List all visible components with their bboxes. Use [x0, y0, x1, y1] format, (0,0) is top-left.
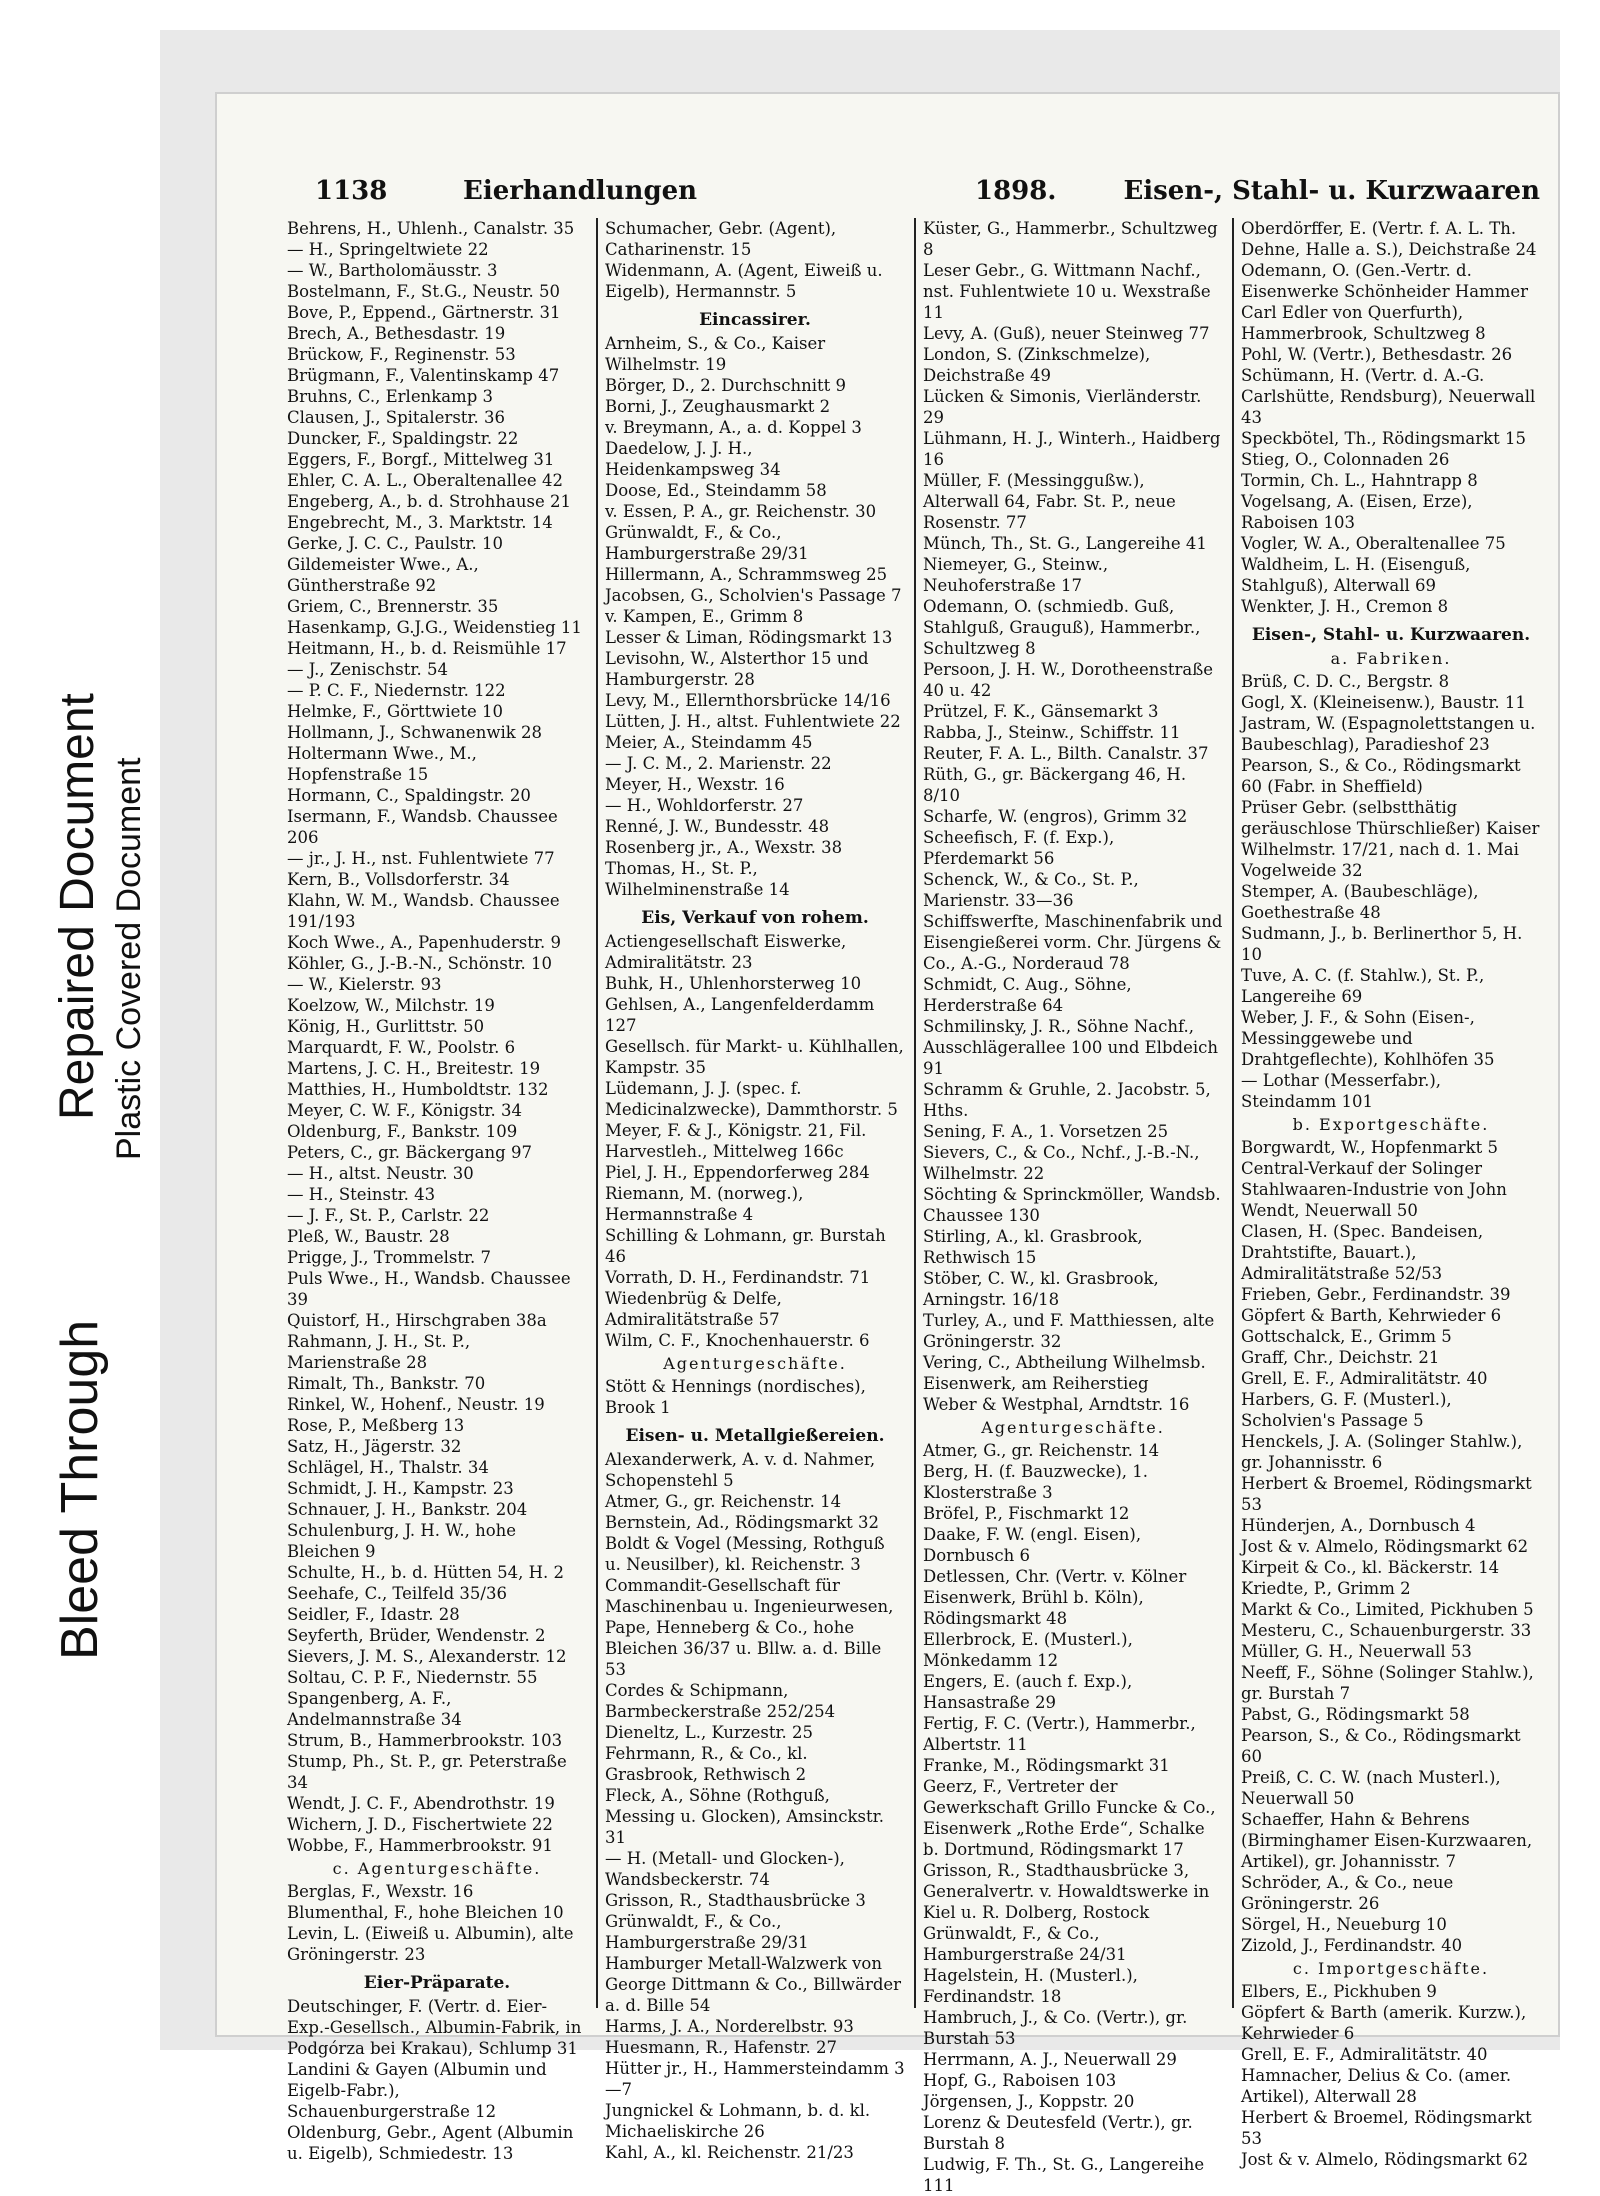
directory-entry: Dieneltz, L., Kurzestr. 25	[605, 1723, 814, 1742]
directory-entry: Vogelsang, A. (Eisen, Erze), Raboisen 103	[1241, 492, 1473, 532]
directory-entry: Tuve, A. C. (f. Stahlw.), St. P., Langereihe 69	[1241, 966, 1485, 1006]
directory-entry: Pearson, S., & Co., Rödingsmarkt 60 (Fabr. in Sheffield)	[1241, 756, 1521, 796]
directory-entry: Engeberg, A., b. d. Strohhause 21	[287, 492, 571, 511]
directory-entry: Schumacher, Gebr. (Agent), Catharinenstr. 15	[605, 219, 837, 259]
directory-entry: Jost & v. Almelo, Rödingsmarkt 62	[1241, 2150, 1529, 2169]
directory-entry: Schulte, H., b. d. Hütten 54, H. 2	[287, 1563, 564, 1582]
directory-entry: Stump, Ph., St. P., gr. Peterstraße 34	[287, 1752, 567, 1792]
directory-entry: Klahn, W. M., Wandsb. Chaussee 191/193	[287, 891, 560, 931]
directory-entry: v. Breymann, A., a. d. Koppel 3	[605, 418, 862, 437]
directory-entry: Jungnickel & Lohmann, b. d. kl. Michaeliskirche 26	[605, 2101, 871, 2141]
directory-entry: Sievers, J. M. S., Alexanderstr. 12	[287, 1647, 567, 1666]
directory-entry: Wilm, C. F., Knochenhauerstr. 6	[605, 1331, 870, 1350]
directory-entry: Oberdörffer, E. (Vertr. f. A. L. Th. Dehne, Halle a. S.), Deichstraße 24	[1241, 219, 1537, 259]
section-heading: Eisen- u. Metallgießereien.	[625, 1426, 885, 1446]
directory-entry: Prüser Gebr. (selbstthätig geräuschlose Thürschließer) Kaiser Wilhelmstr. 17/21, nach d. 1. Mai Vogelweide 32	[1241, 798, 1540, 880]
directory-entry: Jastram, W. (Espagnolettstangen u. Baubeschlag), Paradieshof 23	[1241, 714, 1536, 754]
directory-entry: Börger, D., 2. Durchschnitt 9	[605, 376, 847, 395]
directory-entry: Waldheim, L. H. (Eisenguß, Stahlguß), Alterwall 69	[1241, 555, 1471, 595]
entry-list	[287, 1881, 587, 1965]
directory-entry: Blumenthal, F., hohe Bleichen 10	[287, 1903, 564, 1922]
directory-entry: Sievers, C., & Co., Nchf., J.-B.-N., Wilhelmstr. 22	[923, 1143, 1200, 1183]
directory-entry: Herbert & Broemel, Rödingsmarkt 53	[1241, 1474, 1532, 1514]
directory-entry: Schramm & Gruhle, 2. Jacobstr. 5, Hths.	[923, 1080, 1211, 1120]
directory-entry: Brech, A., Bethesdastr. 19	[287, 324, 506, 343]
section-heading: Eis, Verkauf von rohem.	[641, 908, 869, 928]
directory-entry: Hütter jr., H., Hammersteindamm 3—7	[605, 2059, 905, 2099]
directory-entry: Leser Gebr., G. Wittmann Nachf., nst. Fuhlentwiete 10 u. Wexstraße 11	[923, 261, 1211, 322]
directory-entry: Griem, C., Brennerstr. 35	[287, 597, 499, 616]
directory-entry: Cordes & Schipmann, Barmbeckerstraße 252/254	[605, 1681, 836, 1721]
directory-entry: Bernstein, Ad., Rödingsmarkt 32	[605, 1513, 879, 1532]
directory-entry: Weber & Westphal, Arndtstr. 16	[923, 1395, 1190, 1414]
directory-entry: Herrmann, A. J., Neuerwall 29	[923, 2050, 1177, 2069]
directory-entry: Lesser & Liman, Rödingsmarkt 13	[605, 628, 893, 647]
directory-entry: Fertig, F. C. (Vertr.), Hammerbr., Albertstr. 11	[923, 1714, 1196, 1754]
directory-entry: Grell, E. F., Admiralitätstr. 40	[1241, 2045, 1488, 2064]
entry-list	[1241, 1981, 1541, 2170]
directory-entry: Meier, A., Steindamm 45	[605, 733, 813, 752]
directory-entry: Mesteru, C., Schauenburgerstr. 33	[1241, 1621, 1532, 1640]
directory-entry: Buhk, H., Uhlenhorsterweg 10	[605, 974, 862, 993]
directory-entry: Peters, C., gr. Bäckergang 97	[287, 1143, 532, 1162]
directory-entry: Henckels, J. A. (Solinger Stahlw.), gr. Johannisstr. 6	[1241, 1432, 1523, 1472]
directory-entry: v. Essen, P. A., gr. Reichenstr. 30	[605, 502, 877, 521]
directory-entry: Markt & Co., Limited, Pickhuben 5	[1241, 1600, 1534, 1619]
directory-entry: Wiedenbrüg & Delfe, Admiralitätstraße 57	[605, 1289, 782, 1329]
directory-entry: Widenmann, A. (Agent, Eiweiß u. Eigelb), Hermannstr. 5	[605, 261, 883, 301]
directory-entry: Koch Wwe., A., Papenhuderstr. 9	[287, 933, 561, 952]
directory-entry: Behrens, H., Uhlenh., Canalstr. 35	[287, 219, 575, 238]
directory-entry: Odemann, O. (Gen.-Vertr. d. Eisenwerke Schönheider Hammer Carl Edler von Querfurth), Hammerbrook, Schultzweg 8	[1241, 261, 1528, 343]
directory-entry: Gerke, J. C. C., Paulstr. 10	[287, 534, 503, 553]
section-subheading: Agenturgeschäfte.	[663, 1354, 847, 1373]
directory-entry: Landini & Gayen (Albumin und Eigelb-Fabr.), Schauenburgerstraße 12	[287, 2060, 547, 2121]
directory-entry: Odemann, O. (schmiedb. Guß, Stahlguß, Grauguß), Hammerbr., Schultzweg 8	[923, 597, 1201, 658]
directory-entry: Thomas, H., St. P., Wilhelminenstraße 14	[605, 859, 790, 899]
directory-entry: Schröder, A., & Co., neue Gröningerstr. 26	[1241, 1873, 1454, 1913]
repaired-document-label: Repaired Document	[51, 693, 104, 1120]
directory-entry: Clasen, H. (Spec. Bandeisen, Drahtstifte, Bauart.), Admiralitätstraße 52/53	[1241, 1222, 1484, 1283]
directory-entry: Prigge, J., Trommelstr. 7	[287, 1248, 492, 1267]
directory-entry: Pabst, G., Rödingsmarkt 58	[1241, 1705, 1470, 1724]
bleed-through-label: Bleed Through	[51, 1319, 109, 1660]
directory-entry: Jörgensen, J., Koppstr. 20	[923, 2092, 1135, 2111]
directory-entry: Gildemeister Wwe., A., Güntherstraße 92	[287, 555, 479, 595]
directory-entry: Rose, P., Meßberg 13	[287, 1416, 465, 1435]
directory-entry: Harms, J. A., Norderelbstr. 93	[605, 2017, 854, 2036]
directory-entry: Sörgel, H., Neueburg 10	[1241, 1915, 1447, 1934]
directory-entry: Renné, J. W., Bundesstr. 48	[605, 817, 830, 836]
directory-entry: Jacobsen, G., Scholvien's Passage 7	[605, 586, 902, 605]
directory-entry: Hollmann, J., Schwanenwik 28	[287, 723, 542, 742]
directory-entry: Hamnacher, Delius & Co. (amer. Artikel), Alterwall 28	[1241, 2066, 1512, 2106]
directory-entry: Wenkter, J. H., Cremon 8	[1241, 597, 1449, 616]
directory-entry: Duncker, F., Spaldingstr. 22	[287, 429, 519, 448]
directory-entry: Meyer, H., Wexstr. 16	[605, 775, 785, 794]
directory-entry: — H., Wohldorferstr. 27	[605, 796, 804, 815]
directory-entry: Sudmann, J., b. Berlinerthor 5, H. 10	[1241, 924, 1523, 964]
directory-entry: Wobbe, F., Hammerbrookstr. 91	[287, 1836, 553, 1855]
directory-entry: Hopf, G., Raboisen 103	[923, 2071, 1117, 2090]
directory-entry: Kriedte, P., Grimm 2	[1241, 1579, 1411, 1598]
directory-entry: Brückow, F., Reginenstr. 53	[287, 345, 516, 364]
directory-entry: Stöber, C. W., kl. Grasbrook, Arningstr. 16/18	[923, 1269, 1159, 1309]
directory-entry: Hasenkamp, G.J.G., Weidenstieg 11	[287, 618, 582, 637]
directory-entry: Marquardt, F. W., Poolstr. 6	[287, 1038, 516, 1057]
directory-entry: Piel, J. H., Eppendorferweg 284	[605, 1163, 870, 1182]
directory-entry: Quistorf, H., Hirschgraben 38a	[287, 1311, 547, 1330]
directory-entry: Borgwardt, W., Hopfenmarkt 5	[1241, 1138, 1498, 1157]
directory-entry: Pleß, W., Baustr. 28	[287, 1227, 450, 1246]
directory-entry: Pearson, S., & Co., Rödingsmarkt 60	[1241, 1726, 1521, 1766]
directory-entry: Wichern, J. D., Fischertwiete 22	[287, 1815, 553, 1834]
directory-entry: Strum, B., Hammerbrookstr. 103	[287, 1731, 563, 1750]
directory-entry: Grisson, R., Stadthausbrücke 3	[605, 1891, 866, 1910]
directory-entry: London, S. (Zinkschmelze), Deichstraße 49	[923, 345, 1151, 385]
directory-entry: Grünwaldt, F., & Co., Hamburgerstraße 29/31	[605, 1912, 809, 1952]
entry-list	[923, 218, 1223, 1415]
directory-entry: — J. C. M., 2. Marienstr. 22	[605, 754, 832, 773]
directory-entry: Preiß, C. C. W. (nach Musterl.), Neuerwall 50	[1241, 1768, 1501, 1808]
directory-entry: Hormann, C., Spaldingstr. 20	[287, 786, 531, 805]
left-running-title: Eierhandlungen	[463, 176, 698, 206]
directory-entry: Atmer, G., gr. Reichenstr. 14	[923, 1441, 1160, 1460]
directory-entry: Schilling & Lohmann, gr. Burstah 46	[605, 1226, 886, 1266]
directory-entry: Levin, L. (Eiweiß u. Albumin), alte Gröningerstr. 23	[287, 1924, 574, 1964]
directory-entry: — W., Bartholomäusstr. 3	[287, 261, 498, 280]
directory-entry: Rimalt, Th., Bankstr. 70	[287, 1374, 486, 1393]
section-subheading: Agenturgeschäfte.	[981, 1418, 1165, 1437]
directory-entry: Isermann, F., Wandsb. Chaussee 206	[287, 807, 558, 847]
section-heading: Eincassirer.	[699, 310, 811, 330]
directory-entry: Prützel, F. K., Gänsemarkt 3	[923, 702, 1159, 721]
directory-entry: Helmke, F., Görttwiete 10	[287, 702, 504, 721]
directory-entry: — Lothar (Messerfabr.), Steindamm 101	[1241, 1071, 1442, 1111]
section-subheading: c. Importgeschäfte.	[1292, 1959, 1490, 1978]
directory-entry: Meyer, F. & J., Königstr. 21, Fil. Harvestleh., Mittelweg 166c	[605, 1121, 867, 1161]
directory-entry: Münch, Th., St. G., Langereihe 41	[923, 534, 1207, 553]
directory-entry: Lücken & Simonis, Vierländerstr. 29	[923, 387, 1202, 427]
directory-entry: Göpfert & Barth, Kehrwieder 6	[1241, 1306, 1502, 1325]
column-rule	[1232, 218, 1234, 2008]
page-header	[315, 176, 1540, 216]
entry-list	[605, 1449, 905, 2163]
directory-entry: Bostelmann, F., St.G., Neustr. 50	[287, 282, 561, 301]
directory-entry: Satz, H., Jägerstr. 32	[287, 1437, 462, 1456]
directory-entry: Berg, H. (f. Bauzwecke), 1. Klosterstraße 3	[923, 1462, 1148, 1502]
directory-entry: Engers, E. (auch f. Exp.), Hansastraße 29	[923, 1672, 1133, 1712]
directory-entry: Neeff, F., Söhne (Solinger Stahlw.), gr. Burstah 7	[1241, 1663, 1534, 1703]
directory-entry: Köhler, G., J.-B.-N., Schönstr. 10	[287, 954, 552, 973]
directory-entry: Herbert & Broemel, Rödingsmarkt 53	[1241, 2108, 1532, 2148]
column-3	[923, 218, 1223, 2195]
directory-entry: Fleck, A., Söhne (Rothguß, Messing u. Glocken), Amsinckstr. 31	[605, 1786, 884, 1847]
column-1	[287, 218, 587, 2163]
directory-entry: Riemann, M. (norweg.), Hermannstraße 4	[605, 1184, 804, 1224]
entry-list	[923, 1440, 1223, 2196]
directory-entry: Schulenburg, J. H. W., hohe Bleichen 9	[287, 1521, 517, 1561]
directory-entry: Brüß, C. D. C., Bergstr. 8	[1241, 672, 1450, 691]
directory-entry: Gogl, X. (Kleineisenw.), Baustr. 11	[1241, 693, 1526, 712]
column-rule	[596, 218, 598, 2008]
directory-entry: Hambruch, J., & Co. (Vertr.), gr. Burstah 53	[923, 2008, 1188, 2048]
directory-entry: Grisson, R., Stadthausbrücke 3, Generalvertr. v. Howaldtswerke in Kiel u. R. Dolberg, Rostock	[923, 1861, 1210, 1922]
directory-entry: Lüdemann, J. J. (spec. f. Medicinalzwecke), Dammthorstr. 5	[605, 1079, 898, 1119]
directory-entry: Doose, Ed., Steindamm 58	[605, 481, 827, 500]
directory-entry: Oldenburg, Gebr., Agent (Albumin u. Eigelb), Schmiedestr. 13	[287, 2123, 574, 2163]
directory-entry: Vering, C., Abtheilung Wilhelmsb. Eisenwerk, am Reiherstieg	[923, 1353, 1206, 1393]
directory-entry: v. Kampen, E., Grimm 8	[605, 607, 804, 626]
directory-entry: Daedelow, J. J. H., Heidenkampsweg 34	[605, 439, 781, 479]
directory-entry: Kern, B., Vollsdorferstr. 34	[287, 870, 510, 889]
entry-list	[287, 1996, 587, 2164]
directory-entry: Persoon, J. H. W., Dorotheenstraße 40 u. 42	[923, 660, 1213, 700]
directory-entry: Matthies, H., Humboldtstr. 132	[287, 1080, 549, 1099]
directory-entry: Rinkel, W., Hohenf., Neustr. 19	[287, 1395, 545, 1414]
directory-entry: Reuter, F. A. L., Bilth. Canalstr. 37	[923, 744, 1209, 763]
directory-entry: Meyer, C. W. F., Königstr. 34	[287, 1101, 522, 1120]
directory-entry: Schlägel, H., Thalstr. 34	[287, 1458, 489, 1477]
directory-entry: Grünwaldt, F., & Co., Hamburgerstraße 24/31	[923, 1924, 1127, 1964]
entry-list	[1241, 218, 1541, 617]
directory-entry: Bove, P., Eppend., Gärtnerstr. 31	[287, 303, 561, 322]
directory-entry: Schenck, W., & Co., St. P., Marienstr. 33—36	[923, 870, 1139, 910]
directory-entry: Jost & v. Almelo, Rödingsmarkt 62	[1241, 1537, 1529, 1556]
directory-entry: Levisohn, W., Alsterthor 15 und Hamburgerstr. 28	[605, 649, 869, 689]
directory-entry: König, H., Gurlittstr. 50	[287, 1017, 485, 1036]
directory-entry: Rabba, J., Steinw., Schiffstr. 11	[923, 723, 1181, 742]
directory-entry: Franke, M., Rödingsmarkt 31	[923, 1756, 1170, 1775]
document-page	[215, 92, 1560, 2195]
directory-entry: Vogler, W. A., Oberaltenallee 75	[1241, 534, 1506, 553]
directory-entry: Koelzow, W., Milchstr. 19	[287, 996, 495, 1015]
directory-entry: Lorenz & Deutesfeld (Vertr.), gr. Burstah 8	[923, 2113, 1193, 2153]
directory-entry: Fehrmann, R., & Co., kl. Grasbrook, Rethwisch 2	[605, 1744, 808, 1784]
directory-entry: Heitmann, H., b. d. Reismühle 17	[287, 639, 567, 658]
directory-entry: Stirling, A., kl. Grasbrook, Rethwisch 15	[923, 1227, 1143, 1267]
directory-entry: Martens, J. C. H., Breitestr. 19	[287, 1059, 541, 1078]
directory-entry: Oldenburg, F., Bankstr. 109	[287, 1122, 518, 1141]
directory-entry: Niemeyer, G., Steinw., Neuhoferstraße 17	[923, 555, 1109, 595]
directory-entry: Alexanderwerk, A. v. d. Nahmer, Schopenstehl 5	[605, 1450, 876, 1490]
directory-entry: Geerz, F., Vertreter der Gewerkschaft Grillo Funcke & Co., Eisenwerk „Rothe Erde“, Schalke b. Dortmund, Rödingsmarkt 17	[923, 1777, 1216, 1859]
directory-entry: Turley, A., und F. Matthiessen, alte Gröningerstr. 32	[923, 1311, 1215, 1351]
directory-entry: Kirpeit & Co., kl. Bäckerstr. 14	[1241, 1558, 1500, 1577]
directory-entry: Schaeffer, Hahn & Behrens (Birminghamer Eisen-Kurzwaaren, Artikel), gr. Johannisstr. 7	[1241, 1810, 1533, 1871]
directory-entry: Brügmann, F., Valentinskamp 47	[287, 366, 560, 385]
directory-entry: Vorrath, D. H., Ferdinandstr. 71	[605, 1268, 871, 1287]
directory-entry: Grell, E. F., Admiralitätstr. 40	[1241, 1369, 1488, 1388]
directory-entry: Ehler, C. A. L., Oberaltenallee 42	[287, 471, 563, 490]
directory-entry: — H., Steinstr. 43	[287, 1185, 436, 1204]
directory-entry: Grünwaldt, F., & Co., Hamburgerstraße 29/31	[605, 523, 809, 563]
directory-entry: Müller, G. H., Neuerwall 53	[1241, 1642, 1472, 1661]
directory-entry: Levy, A. (Guß), neuer Steinweg 77	[923, 324, 1210, 343]
directory-entry: Schmidt, C. Aug., Söhne, Herderstraße 64	[923, 975, 1132, 1015]
directory-entry: — H., Springeltwiete 22	[287, 240, 489, 259]
entry-list	[1241, 671, 1541, 1112]
directory-entry: Lühmann, H. J., Winterh., Haidberg 16	[923, 429, 1221, 469]
directory-entry: Central-Verkauf der Solinger Stahlwaaren-Industrie von John Wendt, Neuerwall 50	[1241, 1159, 1507, 1220]
directory-entry: Holtermann Wwe., M., Hopfenstraße 15	[287, 744, 477, 784]
entry-list	[1241, 1137, 1541, 1956]
directory-entry: Atmer, G., gr. Reichenstr. 14	[605, 1492, 842, 1511]
directory-entry: Hagelstein, H. (Musterl.), Ferdinandstr. 18	[923, 1966, 1138, 2006]
directory-entry: Zizold, J., Ferdinandstr. 40	[1241, 1936, 1463, 1955]
section-heading: Eisen-, Stahl- u. Kurzwaaren.	[1251, 625, 1531, 645]
directory-entry: Engebrecht, M., 3. Marktstr. 14	[287, 513, 553, 532]
directory-entry: Ellerbrock, E. (Musterl.), Mönkedamm 12	[923, 1630, 1133, 1670]
directory-entry: Bröfel, P., Fischmarkt 12	[923, 1504, 1130, 1523]
directory-entry: Puls Wwe., H., Wandsb. Chaussee 39	[287, 1269, 571, 1309]
directory-entry: Pohl, W. (Vertr.), Bethesdastr. 26	[1241, 345, 1513, 364]
section-subheading: b. Exportgeschäfte.	[1292, 1115, 1490, 1134]
column-4	[1241, 218, 1541, 2169]
directory-entry: — J. F., St. P., Carlstr. 22	[287, 1206, 490, 1225]
directory-entry: Schiffswerfte, Maschinenfabrik und Eisengießerei vorm. Chr. Jürgens & Co., A.-G., Norderaud 78	[923, 912, 1223, 973]
directory-entry: Schnauer, J. H., Bankstr. 204	[287, 1500, 528, 1519]
year: 1898.	[975, 176, 1057, 206]
directory-entry: Wendt, J. C. F., Abendrothstr. 19	[287, 1794, 555, 1813]
directory-entry: Stött & Hennings (nordisches), Brook 1	[605, 1377, 866, 1417]
directory-entry: Hamburger Metall-Walzwerk von George Dittmann & Co., Billwärder a. d. Bille 54	[605, 1954, 902, 2015]
directory-entry: — jr., J. H., nst. Fuhlentwiete 77	[287, 849, 555, 868]
entry-list	[605, 218, 905, 302]
right-running-title: Eisen-, Stahl- u. Kurzwaaren	[1123, 176, 1540, 206]
directory-entry: Speckbötel, Th., Rödingsmarkt 15	[1241, 429, 1526, 448]
directory-entry: Tormin, Ch. L., Hahntrapp 8	[1241, 471, 1478, 490]
directory-entry: — P. C. F., Niedernstr. 122	[287, 681, 506, 700]
directory-entry: — W., Kielerstr. 93	[287, 975, 442, 994]
directory-entry: — H., altst. Neustr. 30	[287, 1164, 474, 1183]
directory-columns	[287, 218, 1545, 2195]
directory-entry: Borni, J., Zeughausmarkt 2	[605, 397, 831, 416]
directory-entry: Söchting & Sprinckmöller, Wandsb. Chaussee 130	[923, 1185, 1221, 1225]
entry-list	[605, 333, 905, 900]
column-rule	[914, 218, 916, 2008]
directory-entry: Göpfert & Barth (amerik. Kurzw.), Kehrwieder 6	[1241, 2003, 1527, 2043]
directory-entry: Clausen, J., Spitalerstr. 36	[287, 408, 505, 427]
directory-entry: Scheefisch, F. (f. Exp.), Pferdemarkt 56	[923, 828, 1115, 868]
directory-entry: Stieg, O., Colonnaden 26	[1241, 450, 1450, 469]
plastic-covered-label: Plastic Covered Document	[110, 757, 148, 1160]
column-2	[605, 218, 905, 2162]
directory-entry: Soltau, C. P. F., Niedernstr. 55	[287, 1668, 538, 1687]
directory-entry: Huesmann, R., Hafenstr. 27	[605, 2038, 838, 2057]
directory-entry: Elbers, E., Pickhuben 9	[1241, 1982, 1437, 2001]
directory-entry: Harbers, G. F. (Musterl.), Scholvien's Passage 5	[1241, 1390, 1452, 1430]
section-subheading: a. Fabriken.	[1330, 649, 1452, 668]
directory-entry: Hillermann, A., Schrammsweg 25	[605, 565, 888, 584]
directory-entry: Detlessen, Chr. (Vertr. v. Kölner Eisenwerk, Brühl b. Köln), Rödingsmarkt 48	[923, 1567, 1187, 1628]
directory-entry: Stemper, A. (Baubeschläge), Goethestraße 48	[1241, 882, 1479, 922]
directory-entry: Levy, M., Ellernthorsbrücke 14/16	[605, 691, 891, 710]
directory-entry: Eggers, F., Borgf., Mittelweg 31	[287, 450, 555, 469]
directory-entry: Schümann, H. (Vertr. d. A.-G. Carlshütte, Rendsburg), Neuerwall 43	[1241, 366, 1536, 427]
directory-entry: Rüth, G., gr. Bäckergang 46, H. 8/10	[923, 765, 1187, 805]
directory-entry: Gottschalck, E., Grimm 5	[1241, 1327, 1452, 1346]
directory-entry: Berglas, F., Wexstr. 16	[287, 1882, 474, 1901]
directory-entry: Graff, Chr., Deichstr. 21	[1241, 1348, 1440, 1367]
directory-entry: Kahl, A., kl. Reichenstr. 21/23	[605, 2143, 854, 2162]
page-number: 1138	[315, 176, 388, 206]
directory-entry: Seyferth, Brüder, Wendenstr. 2	[287, 1626, 546, 1645]
directory-entry: Scharfe, W. (engros), Grimm 32	[923, 807, 1188, 826]
directory-entry: Weber, J. F., & Sohn (Eisen-, Messinggewebe und Drahtgeflechte), Kohlhöfen 35	[1241, 1008, 1495, 1069]
directory-entry: — J., Zenischstr. 54	[287, 660, 448, 679]
directory-entry: Rosenberg jr., A., Wexstr. 38	[605, 838, 843, 857]
entry-list	[605, 931, 905, 1351]
directory-entry: Seehafe, C., Teilfeld 35/36	[287, 1584, 507, 1603]
directory-entry: Sening, F. A., 1. Vorsetzen 25	[923, 1122, 1169, 1141]
entry-list	[605, 1376, 905, 1418]
directory-entry: Schmilinsky, J. R., Söhne Nachf., Ausschlägerallee 100 und Elbdeich 91	[923, 1017, 1218, 1078]
section-subheading: c. Agenturgeschäfte.	[332, 1859, 542, 1878]
directory-entry: Gesellsch. für Markt- u. Kühlhallen, Kampstr. 35	[605, 1037, 904, 1077]
directory-entry: Boldt & Vogel (Messing, Rothguß u. Neusilber), kl. Reichenstr. 3	[605, 1534, 885, 1574]
directory-entry: Müller, F. (Messinggußw.), Alterwall 64, Fabr. St. P., neue Rosenstr. 77	[923, 471, 1176, 532]
directory-entry: Ludwig, F. Th., St. G., Langereihe 111	[923, 2155, 1205, 2195]
directory-entry: Küster, G., Hammerbr., Schultzweg 8	[923, 219, 1218, 259]
entry-list	[287, 218, 587, 1856]
directory-entry: Spangenberg, A. F., Andelmannstraße 34	[287, 1689, 462, 1729]
directory-entry: — H. (Metall- und Glocken-), Wandsbeckerstr. 74	[605, 1849, 845, 1889]
section-heading: Eier-Präparate.	[363, 1973, 511, 1993]
directory-entry: Bruhns, C., Erlenkamp 3	[287, 387, 494, 406]
directory-entry: Hünderjen, A., Dornbusch 4	[1241, 1516, 1476, 1535]
directory-entry: Frieben, Gebr., Ferdinandstr. 39	[1241, 1285, 1511, 1304]
directory-entry: Commandit-Gesellschaft für Maschinenbau u. Ingenieurwesen, Pape, Henneberg & Co., hohe Bleichen 36/37 u. Bllw. a. d. Bille 53	[605, 1576, 894, 1679]
directory-entry: Schmidt, J. H., Kampstr. 23	[287, 1479, 514, 1498]
directory-entry: Rahmann, J. H., St. P., Marienstraße 28	[287, 1332, 471, 1372]
directory-entry: Gehlsen, A., Langenfelderdamm 127	[605, 995, 875, 1035]
directory-entry: Lütten, J. H., altst. Fuhlentwiete 22	[605, 712, 901, 731]
directory-entry: Actiengesellschaft Eiswerke, Admiralitätstr. 23	[605, 932, 847, 972]
directory-entry: Arnheim, S., & Co., Kaiser Wilhelmstr. 19	[605, 334, 826, 374]
directory-entry: Seidler, F., Idastr. 28	[287, 1605, 460, 1624]
directory-entry: Daake, F. W. (engl. Eisen), Dornbusch 6	[923, 1525, 1142, 1565]
directory-entry: Deutschinger, F. (Vertr. d. Eier-Exp.-Gesellsch., Albumin-Fabrik, in Podgórza bei Krakau), Schlump 31	[287, 1997, 582, 2058]
